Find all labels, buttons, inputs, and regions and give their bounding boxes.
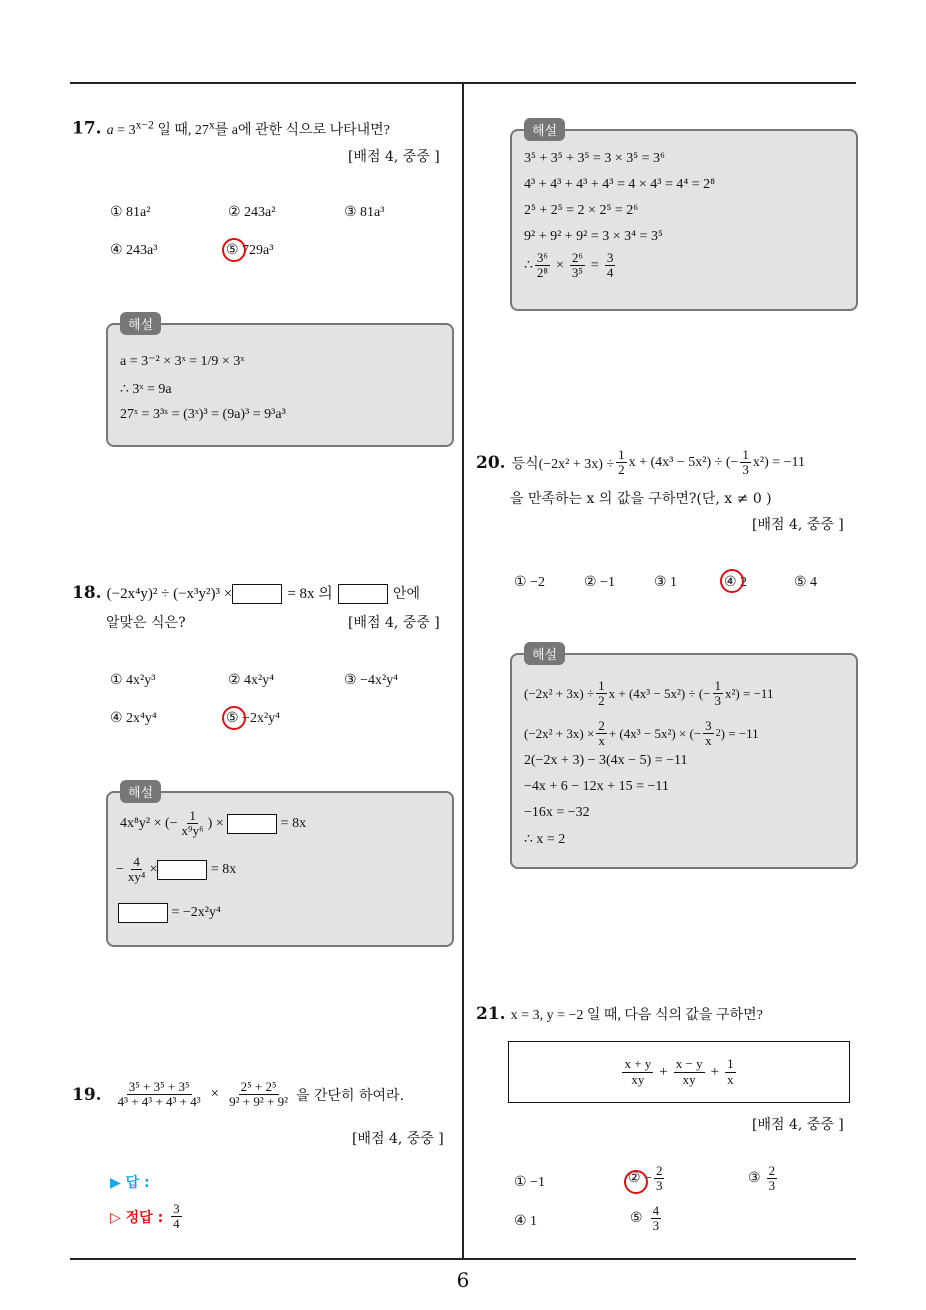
question-20 bbox=[476, 448, 805, 478]
question-number: 17. bbox=[72, 118, 102, 139]
score-meta: [배점 4, 중중 ] bbox=[348, 149, 440, 165]
correct-answer bbox=[110, 1202, 184, 1232]
choice-1[interactable]: ① 4x²y³ bbox=[110, 673, 156, 688]
blank-box bbox=[118, 903, 168, 923]
solution-line: (−2x² + 3x) ÷ $\frac{1}{2}$ x + (4x³ − 5x²) ÷ (− $\frac{1}{3}$ x²) = −11 bbox=[524, 678, 774, 709]
solution-line: ∴ x = 2 bbox=[524, 832, 566, 847]
choice-5[interactable]: ⑤ −2x²y⁴ bbox=[226, 711, 281, 726]
choice-3[interactable]: ③ $\frac{2}{3}$ bbox=[748, 1163, 776, 1194]
blank-box bbox=[232, 584, 282, 604]
choice-2[interactable]: ② − $\frac{2}{3}$ bbox=[628, 1163, 663, 1194]
solution-box-17 bbox=[106, 318, 454, 447]
fraction: $\frac{1}{2}$ bbox=[618, 447, 625, 478]
fraction: $\frac{1}{x}$ bbox=[727, 1056, 734, 1087]
answer-mark-circle bbox=[720, 569, 744, 593]
question-text: 을 간단히 하여라. bbox=[296, 1087, 405, 1104]
question-17 bbox=[72, 118, 457, 139]
solution-line: 2(−2x + 3) − 3(4x − 5) = −11 bbox=[524, 753, 688, 768]
page-number: 6 bbox=[456, 1268, 470, 1292]
question-18 bbox=[72, 582, 457, 604]
solution-line: 4x⁸y² × (− $\frac{1}{\text{x⁹y⁶}}$ ) × = 8x bbox=[120, 808, 307, 839]
question-text: x + (4x³ − 5x²) ÷ (− bbox=[628, 454, 739, 470]
blank-box bbox=[338, 584, 388, 604]
solution-box-18 bbox=[106, 786, 454, 947]
question-number: 19. bbox=[72, 1084, 102, 1105]
blank-box bbox=[157, 860, 207, 880]
solution-line: 27ˣ = 3³ˣ = (3ˣ)³ = (9a)³ = 9³a³ bbox=[120, 407, 286, 422]
operator: + bbox=[710, 1063, 720, 1080]
answer-mark-circle bbox=[222, 706, 246, 730]
choice-5[interactable]: ⑤ $\frac{4}{3}$ bbox=[630, 1203, 660, 1234]
correct-label: ▷ 정답 : bbox=[110, 1209, 164, 1226]
question-text: x²) = −11 bbox=[752, 454, 806, 470]
choice-4[interactable]: ④ 2x⁴y⁴ bbox=[110, 711, 157, 726]
choice-5[interactable]: ⑤ 4 bbox=[794, 575, 818, 590]
score-meta: [배점 4, 중중 ] bbox=[348, 615, 440, 631]
score-meta: [배점 4, 중중 ] bbox=[752, 1117, 844, 1133]
bottom-rule bbox=[70, 1258, 856, 1260]
choice-3[interactable]: ③ −4x²y⁴ bbox=[344, 673, 399, 688]
question-number: 20. bbox=[476, 452, 506, 473]
fraction: $\frac{\text{2⁵ + 2⁵}}{\text{9² + 9² + 9²}}$ bbox=[229, 1079, 288, 1110]
answer-label: ▶ 답 : bbox=[110, 1175, 150, 1191]
question-text: 을 만족하는 x 의 값을 구하면?(단, x ≠ 0 ) bbox=[510, 491, 772, 507]
blank-box bbox=[227, 814, 277, 834]
column-divider bbox=[462, 82, 464, 1260]
question-19 bbox=[72, 1080, 404, 1110]
solution-box-19 bbox=[510, 124, 858, 311]
answer-mark-circle bbox=[222, 238, 246, 262]
question-text: = 8x 의 bbox=[287, 586, 333, 602]
solution-line: 3⁵ + 3⁵ + 3⁵ = 3 × 3⁵ = 3⁶ bbox=[524, 151, 665, 166]
question-number: 21. bbox=[476, 1004, 506, 1024]
solution-line: 2⁵ + 2⁵ = 2 × 2⁵ = 2⁶ bbox=[524, 203, 639, 218]
question-number: 18. bbox=[72, 583, 102, 603]
solution-tag: 해설 bbox=[524, 118, 565, 141]
operator: × bbox=[210, 1086, 220, 1103]
fraction: $\frac{x - y}{xy}$ bbox=[675, 1056, 703, 1087]
question-text: 안에 bbox=[392, 586, 421, 602]
fraction: $\frac{3}{4}$ bbox=[173, 1201, 180, 1232]
answer-mark-circle bbox=[624, 1170, 648, 1194]
fraction: $\frac{x + y}{xy}$ bbox=[624, 1056, 652, 1087]
solution-line: ∴ 3ˣ = 9a bbox=[120, 382, 172, 397]
choice-2[interactable]: ② 243a² bbox=[228, 205, 276, 220]
choice-4[interactable]: ④ 2 bbox=[724, 575, 748, 590]
choice-2[interactable]: ② 4x²y⁴ bbox=[228, 673, 275, 688]
fraction: $\frac{\text{3⁵ + 3⁵ + 3⁵}}{\text{4³ + 4³ + 4³ + 4³}}$ bbox=[117, 1079, 201, 1110]
solution-tag: 해설 bbox=[524, 642, 565, 665]
fraction: $\frac{1}{3}$ bbox=[742, 447, 749, 478]
solution-tag: 해설 bbox=[120, 780, 161, 803]
choice-3[interactable]: ③ 1 bbox=[654, 575, 678, 590]
solution-line: a = 3⁻² × 3ˣ = 1/9 × 3ˣ bbox=[120, 354, 245, 369]
solution-line: 9² + 9² + 9² = 3 × 3⁴ = 3⁵ bbox=[524, 229, 663, 244]
score-meta: [배점 4, 중중 ] bbox=[352, 1131, 444, 1147]
choice-1[interactable]: ① −2 bbox=[514, 575, 545, 590]
choice-5[interactable]: ⑤ 729a³ bbox=[226, 243, 274, 258]
operator: + bbox=[659, 1063, 668, 1080]
choice-3[interactable]: ③ 81a³ bbox=[344, 205, 385, 220]
solution-line: −4x + 6 − 12x + 15 = −11 bbox=[524, 779, 669, 794]
solution-tag: 해설 bbox=[120, 312, 161, 335]
expression-box bbox=[508, 1041, 850, 1103]
solution-line: = −2x²y⁴ bbox=[118, 903, 221, 923]
solution-line: (−2x² + 3x) × $\frac{2}{x}$ + (4x³ − 5x²) × (− $\frac{3}{x}$ 2 ) = −11 bbox=[524, 718, 759, 749]
question-text: $a = 3^{x-2}$ 일 때, 27$^x$를 a에 관한 식으로 나타내면? bbox=[106, 118, 390, 138]
question-text: (−2x⁴y)² ÷ (−x³y²)³ × bbox=[106, 586, 233, 602]
question-text: 등식(−2x² + 3x) ÷ bbox=[511, 456, 615, 472]
choice-4[interactable]: ④ 1 bbox=[514, 1214, 538, 1229]
choice-1[interactable]: ① 81a² bbox=[110, 205, 151, 220]
question-21 bbox=[476, 1004, 763, 1024]
solution-line: −16x = −32 bbox=[524, 805, 590, 820]
choice-1[interactable]: ① −1 bbox=[514, 1175, 545, 1190]
question-text: 알맞은 식은? bbox=[106, 615, 186, 631]
solution-box-20 bbox=[510, 648, 858, 869]
solution-line: 4³ + 4³ + 4³ + 4³ = 4 × 4³ = 4⁴ = 2⁸ bbox=[524, 177, 716, 192]
choice-2[interactable]: ② −1 bbox=[584, 575, 615, 590]
choice-4[interactable]: ④ 243a³ bbox=[110, 243, 158, 258]
solution-line: ∴ $\frac{\text{3⁶}}{\text{2⁸}}$ × $\frac{\text{2⁶}}{\text{3⁵}}$ = $\frac{3}{4}$ bbox=[524, 250, 614, 281]
solution-line: − $\frac{4}{\text{xy⁴}}$ × = 8x bbox=[116, 854, 237, 885]
question-text: x = 3, y = −2 일 때, 다음 식의 값을 구하면? bbox=[510, 1008, 763, 1023]
score-meta: [배점 4, 중중 ] bbox=[752, 517, 844, 533]
